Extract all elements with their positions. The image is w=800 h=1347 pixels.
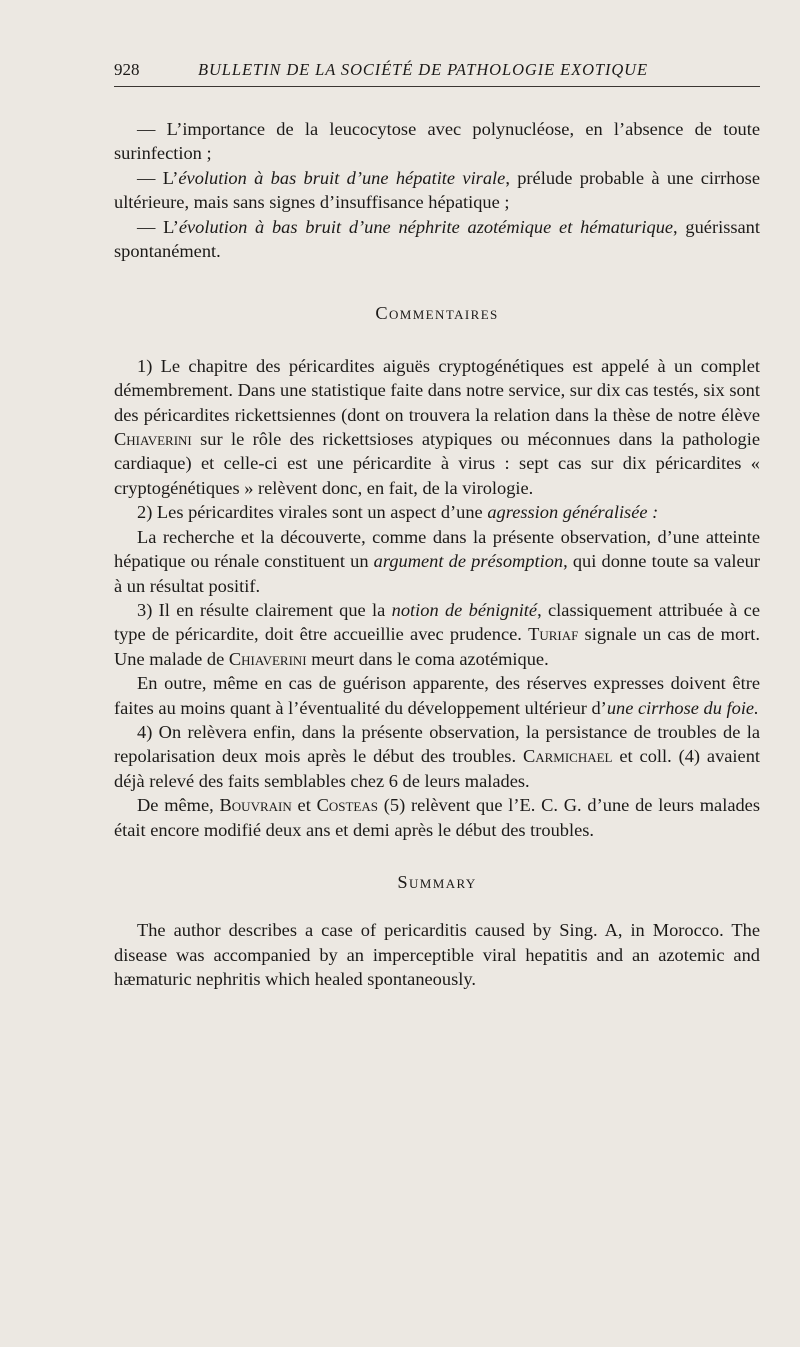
comment-paragraph-3: La recherche et la découverte, comme dans la présente observation, d’une atteinte hépatique ou rénale constituent un argument de présomption, qui donne toute sa valeur à un résultat positif. bbox=[114, 526, 760, 596]
author-name: Bouvrain bbox=[219, 795, 292, 816]
comment-paragraph-5: En outre, même en cas de guérison apparente, des réserves expresses doivent être faites au moins quant à l’éventualité du développement ultérieur d’une cirrhose du foie. bbox=[114, 673, 760, 718]
author-name: Chiaverini bbox=[114, 429, 192, 450]
summary-paragraph: The author describes a case of pericarditis caused by Sing. A, in Morocco. The disease was accompanied by an imperceptible viral hepatitis and an azotemic and hæmaturic nephritis which healed spontaneously. bbox=[114, 920, 760, 990]
summary-heading: Summary bbox=[397, 871, 477, 892]
page-number: 928 bbox=[114, 60, 140, 79]
comment-paragraph-6: 4) On relèvera enfin, dans la présente observation, la persistance de troubles de la repolarisation deux mois après le début des troubles. Carmichael et coll. (4) avaient déjà relevé des faits semblables chez 6 de leurs malades. bbox=[114, 721, 760, 791]
comment-paragraph-2: 2) Les péricardites virales sont un aspect d’une agression généralisée : bbox=[137, 502, 659, 523]
author-name: Chiaverini bbox=[228, 648, 307, 669]
running-title: BULLETIN DE LA SOCIÉTÉ DE PATHOLOGIE EXOTIQUE bbox=[198, 60, 648, 79]
author-name: Carmichael bbox=[522, 746, 613, 767]
finding-leucocytose: — L’importance de la leucocytose avec polynucléose, en l’absence de toute surinfection ; bbox=[114, 119, 760, 164]
comment-paragraph-4: 3) Il en résulte clairement que la notion de bénignité, classiquement attribuée à ce type de péricardite, doit être accueillie avec prudence. Turiaf signale un cas de mort. Une malade de Chiaverini meurt dans le coma azotémique. bbox=[114, 599, 760, 669]
comment-paragraph-7: De même, Bouvrain et Costeas (5) relèvent que l’E. C. G. d’une de leurs malades était encore modifié deux ans et demi après le début des troubles. bbox=[114, 795, 760, 840]
page-header bbox=[114, 58, 760, 87]
comment-paragraph-1: 1) Le chapitre des péricardites aiguës cryptogénétiques est appelé à un complet démembrement. Dans une statistique faite dans notre service, sur dix cas testés, six sont des péricardites rickettsiennes (dont on trouvera la relation dans la thèse de notre élève Chiaverini sur le rôle des rickettsioses atypiques ou méconnues dans la pathologie cardiaque) et celle-ci est une péricardite à virus : sept cas sur dix péricardites « cryptogénétiques » relèvent donc, en fait, de la virologie. bbox=[114, 355, 760, 498]
article-body bbox=[114, 117, 760, 992]
finding-nephrite: — L’évolution à bas bruit d’une néphrite azotémique et hématurique, guérissant spontanément. bbox=[114, 216, 760, 262]
author-name: Turiaf bbox=[528, 624, 579, 645]
commentaires-heading: Commentaires bbox=[375, 303, 499, 324]
finding-hepatite: — L’évolution à bas bruit d’une hépatite virale, prélude probable à une cirrhose ultérieure, mais sans signes d’insuffisance hépatique ; bbox=[114, 167, 760, 213]
author-name: Costeas bbox=[316, 795, 378, 816]
